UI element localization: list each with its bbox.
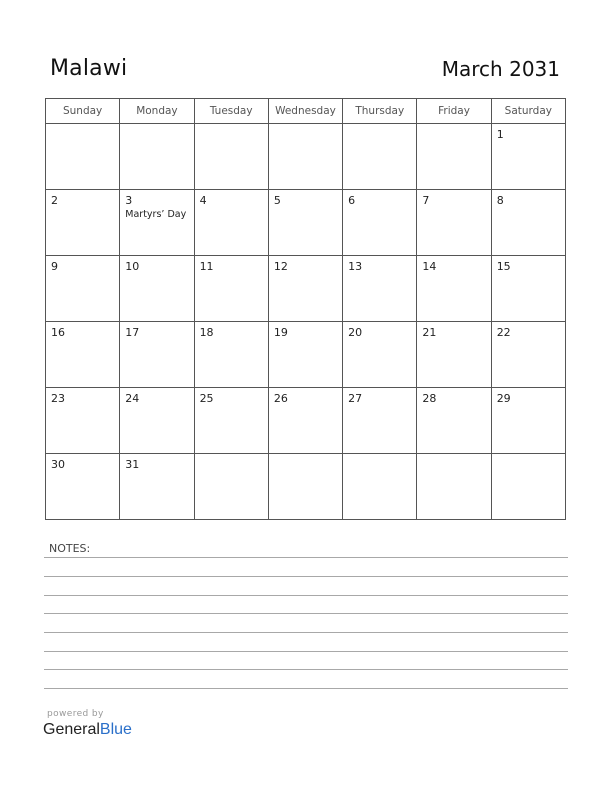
day-cell [46, 322, 120, 388]
day-cell [120, 124, 194, 190]
note-line [44, 613, 568, 614]
note-line [44, 595, 568, 596]
day-cell [120, 256, 194, 322]
day-cell [268, 190, 342, 256]
day-number: 10 [125, 260, 140, 273]
note-line [44, 632, 568, 633]
day-cell [120, 454, 194, 520]
day-number: 2 [51, 194, 58, 207]
day-cell [46, 124, 120, 190]
day-number: 1 [496, 128, 504, 141]
day-cell [120, 190, 194, 256]
day-number: 26 [273, 392, 288, 405]
day-number: 16 [51, 326, 65, 339]
day-number: 13 [348, 260, 363, 273]
notes-label: NOTES: [49, 542, 91, 555]
weekday-header: Friday [417, 99, 491, 124]
day-cell [417, 124, 491, 190]
day-number: 24 [125, 392, 140, 405]
week-row [46, 256, 566, 322]
day-cell [46, 256, 120, 322]
day-cell [491, 454, 565, 520]
note-line [44, 651, 568, 652]
day-cell [194, 256, 268, 322]
brand-name-general: General [43, 721, 100, 738]
day-cell [343, 256, 417, 322]
day-number: 21 [422, 326, 437, 339]
day-cell [417, 322, 491, 388]
week-row [46, 322, 566, 388]
day-cell [268, 388, 342, 454]
powered-by-text: powered by [47, 709, 104, 719]
day-number: 9 [51, 260, 58, 273]
day-cell [417, 388, 491, 454]
weekday-header: Tuesday [194, 99, 268, 124]
day-number: 29 [496, 392, 511, 405]
day-number: 23 [51, 392, 65, 405]
day-cell [194, 190, 268, 256]
week-row [46, 388, 566, 454]
week-row [46, 190, 566, 256]
day-number: 11 [199, 260, 214, 273]
day-cell [268, 124, 342, 190]
note-line [44, 557, 568, 558]
day-number: 14 [422, 260, 437, 273]
day-cell [46, 454, 120, 520]
country-title: Malawi [50, 56, 128, 81]
day-number: 7 [422, 194, 430, 207]
day-cell [268, 454, 342, 520]
day-cell [491, 388, 565, 454]
day-cell [491, 124, 565, 190]
day-number: 15 [496, 260, 511, 273]
day-cell [46, 190, 120, 256]
day-cell [120, 388, 194, 454]
day-number: 28 [422, 392, 437, 405]
day-number: 6 [348, 194, 356, 207]
weekday-header: Saturday [491, 99, 565, 124]
day-cell [194, 124, 268, 190]
week-row [46, 124, 566, 190]
day-cell [417, 256, 491, 322]
note-line [44, 688, 568, 689]
day-number: 8 [496, 194, 504, 207]
weekday-header: Wednesday [268, 99, 342, 124]
calendar-grid [45, 98, 566, 520]
day-number: 12 [273, 260, 288, 273]
day-number: 31 [125, 458, 140, 471]
day-cell [343, 454, 417, 520]
holiday-label: Martyrs’ Day [125, 209, 187, 220]
note-line [44, 669, 568, 670]
day-cell [343, 322, 417, 388]
day-number: 25 [199, 392, 214, 405]
day-number: 27 [348, 392, 363, 405]
day-cell [491, 190, 565, 256]
day-number: 18 [199, 326, 214, 339]
day-number: 5 [273, 194, 281, 207]
weekday-header: Monday [120, 99, 194, 124]
day-number: 30 [51, 458, 65, 471]
weekday-header-row [46, 99, 566, 124]
day-cell [120, 322, 194, 388]
day-cell [343, 388, 417, 454]
brand-name-blue: Blue [99, 721, 132, 738]
day-number: 22 [496, 326, 511, 339]
weekday-header: Thursday [343, 99, 417, 124]
day-cell [46, 388, 120, 454]
day-cell [194, 322, 268, 388]
calendar-body [46, 124, 566, 520]
month-title: March 2031 [441, 57, 560, 81]
day-number: 4 [199, 194, 207, 207]
day-cell [268, 256, 342, 322]
brand-logo[interactable] [43, 721, 132, 739]
day-number: 3 [125, 194, 133, 207]
day-cell [417, 190, 491, 256]
note-line [44, 576, 568, 577]
day-cell [268, 322, 342, 388]
weekday-header: Sunday [46, 99, 120, 124]
day-cell [491, 256, 565, 322]
day-number: 20 [348, 326, 363, 339]
day-cell [194, 388, 268, 454]
day-cell [491, 322, 565, 388]
week-row [46, 454, 566, 520]
day-cell [343, 190, 417, 256]
day-cell [343, 124, 417, 190]
day-number: 17 [125, 326, 140, 339]
day-number: 19 [273, 326, 288, 339]
day-cell [194, 454, 268, 520]
day-cell [417, 454, 491, 520]
